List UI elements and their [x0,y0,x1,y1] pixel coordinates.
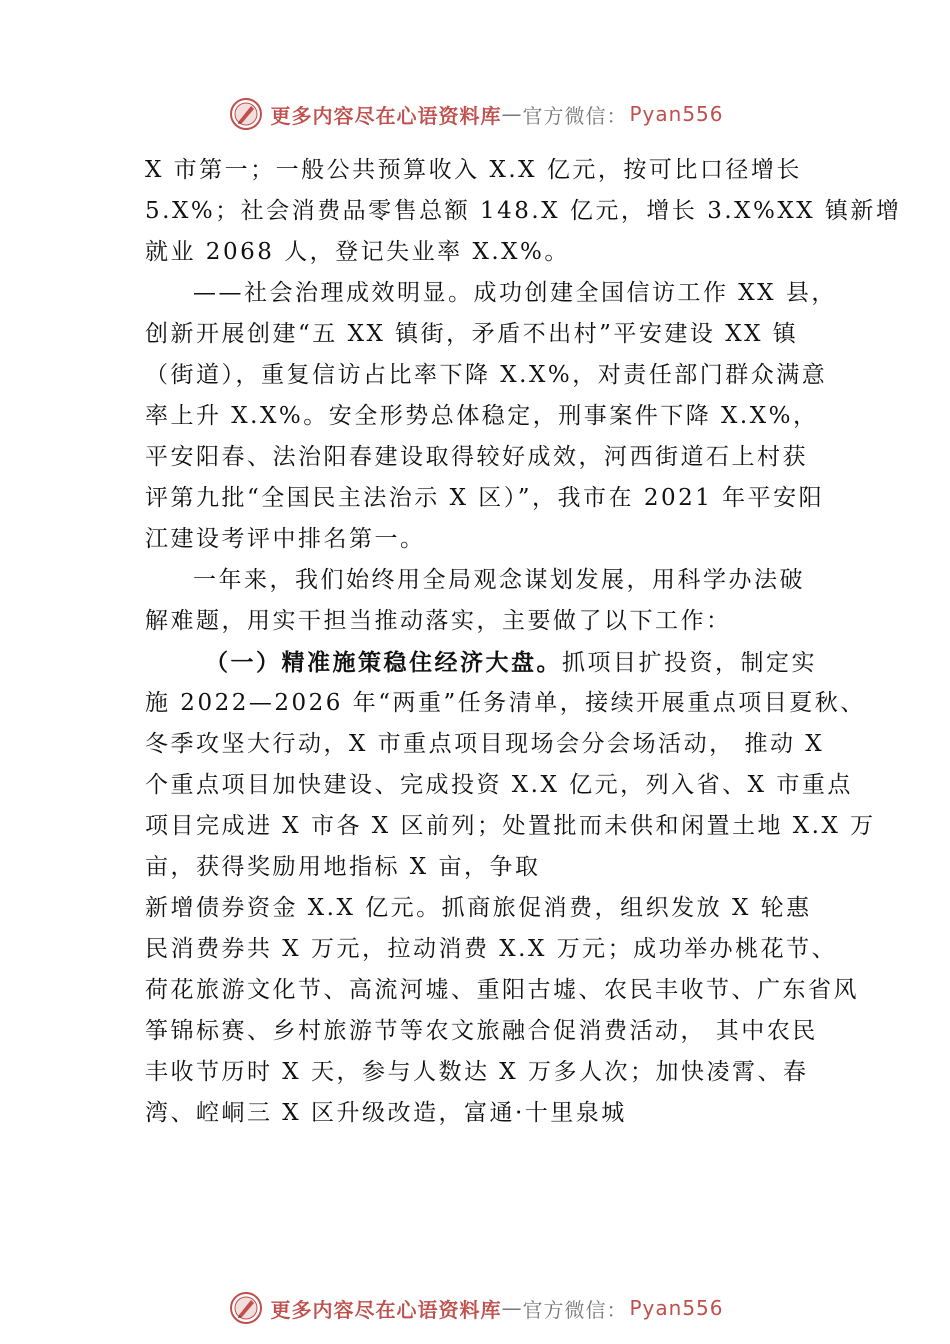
watermark-main-text: 更多内容尽在心语资料库 [270,103,502,128]
body-line: 江建设考评中排名第一。 [145,526,426,552]
body-line: 施 2022—2026 年“两重”任务清单，接续开展重点项目夏秋、 [145,690,866,716]
body-line: 丰收节历时 X 天，参与人数达 X 万多人次；加快凌霄、春 [145,1059,809,1085]
section-heading-rest: 抓项目扩投资，制定实 [562,650,817,676]
watermark-label: 官方微信： [522,103,628,128]
body-line: X 市第一；一般公共预算收入 X.X 亿元，按可比口径增长 [145,157,802,183]
watermark-dash: — [501,102,523,126]
section-heading: （一）精准施策稳住经济大盘。 [205,649,562,676]
watermark-id: Pyan556 [629,102,724,126]
watermark-header [0,94,950,134]
body-line: 平安阳春、法治阳春建设取得较好成效，河西街道石上村获 [145,444,808,470]
pen-nib-seal-icon [226,1288,266,1328]
body-line: 新增债券资金 X.X 亿元。抓商旅促消费，组织发放 X 轮惠 [145,895,812,921]
section-heading-line [145,642,815,683]
body-line: 个重点项目加快建设、完成投资 X.X 亿元，列入省、X 市重点 [145,772,853,798]
body-line: 5.X%；社会消费品零售总额 148.X 亿元，增长 3.X%XX 镇新增 [145,198,902,224]
body-line: 率上升 X.X%。安全形势总体稳定，刑事案件下降 X.X%， [145,403,819,429]
body-line: 评第九批“全国民主法治示 X 区）”，我市在 2021 年平安阳 [145,485,825,511]
watermark-id: Pyan556 [629,1296,724,1320]
body-line: （街道），重复信访占比率下降 X.X%，对责任部门群众满意 [145,362,828,388]
body-line: 创新开展创建“五 XX 镇街，矛盾不出村”平安建设 XX 镇 [145,321,799,347]
body-line: 解难题，用实干担当推动落实，主要做了以下工作： [145,608,732,634]
document-body [145,150,902,1134]
body-line: 项目完成进 X 市各 X 区前列；处置批而未供和闲置土地 X.X 万 [145,813,876,839]
body-line: ——社会治理成效明显。成功创建全国信访工作 XX 县， [193,280,837,306]
body-line: 就业 2068 人，登记失业率 X.X%。 [145,239,570,265]
watermark-main-text: 更多内容尽在心语资料库 [270,1297,502,1322]
pen-nib-seal-icon [226,94,266,134]
watermark-label: 官方微信： [522,1297,628,1322]
watermark-dash: — [501,1296,523,1320]
watermark-footer [0,1288,950,1328]
body-line: 冬季攻坚大行动，X 市重点项目现场会分会场活动， 推动 X [145,731,825,757]
body-line: 湾、崆峒三 X 区升级改造，富通·十里泉城 [145,1100,627,1126]
body-line: 荷花旅游文化节、高流河墟、重阳古墟、农民丰收节、广东省风 [145,977,859,1003]
body-line: 亩，获得奖励用地指标 X 亩，争取 [145,854,541,880]
body-line: 一年来，我们始终用全局观念谋划发展，用科学办法破 [193,567,805,593]
body-line: 民消费券共 X 万元，拉动消费 X.X 万元；成功举办桃花节、 [145,936,838,962]
body-line: 筝锦标赛、乡村旅游节等农文旅融合促消费活动， 其中农民 [145,1018,818,1044]
